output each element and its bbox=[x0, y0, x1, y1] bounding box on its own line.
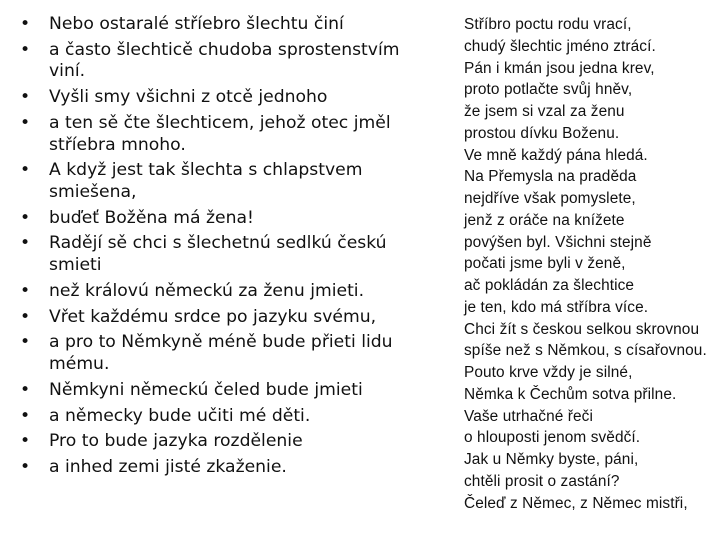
verse-text: Němkyni německú čeled bude jmieti bbox=[49, 379, 363, 400]
verse-text: a německy bude učiti mé děti. bbox=[49, 405, 311, 426]
translation-line: chtěli prosit o zastání? bbox=[464, 472, 620, 490]
verse-text: než královú německú za ženu jmieti. bbox=[49, 280, 365, 301]
verse-list-item bbox=[20, 431, 440, 453]
verse-list-item bbox=[20, 113, 440, 156]
translation-line: Ve mně každý pána hledá. bbox=[464, 146, 648, 164]
translation-line: Vaše utrhačné řeči bbox=[464, 407, 593, 425]
bullet-icon: • bbox=[20, 112, 31, 133]
verse-text: Pro to bude jazyka rozdělenie bbox=[49, 431, 303, 452]
translation-line: Němka k Čechům sotva přilne. bbox=[464, 385, 677, 403]
bullet-icon: • bbox=[20, 87, 31, 108]
old-czech-verse-list bbox=[20, 14, 440, 483]
verse-list-item bbox=[20, 208, 440, 230]
verse-text: a ten sě čte šlechticem, jehož otec jměl stříebra mnoho. bbox=[49, 112, 391, 155]
translation-line: prostou dívku Boženu. bbox=[464, 124, 620, 142]
bullet-icon: • bbox=[20, 207, 31, 228]
verse-list-item bbox=[20, 14, 440, 36]
translation-line: proto potlačte svůj hněv, bbox=[464, 81, 633, 99]
translation-line: chudý šlechtic jméno ztrácí. bbox=[464, 37, 656, 55]
verse-text: a často šlechticě chudoba sprostenstvím viní. bbox=[49, 39, 400, 82]
bullet-icon: • bbox=[20, 306, 31, 327]
modern-czech-translation bbox=[464, 14, 716, 514]
bullet-icon: • bbox=[20, 14, 31, 34]
verse-text: A když jest tak šlechta s chlapstvem smiešena, bbox=[49, 160, 363, 202]
verse-list-item bbox=[20, 332, 440, 375]
verse-text: Vřet každému srdce po jazyku svému, bbox=[49, 306, 377, 327]
verse-list-item bbox=[20, 307, 440, 329]
verse-text: a inhed zemi jisté zkaženie. bbox=[49, 457, 287, 478]
verse-text: Nebo ostaralé stříebro šlechtu činí bbox=[49, 14, 344, 34]
verse-list-item bbox=[20, 233, 440, 276]
translation-line: Chci žít s českou selkou skrovnou bbox=[464, 320, 700, 338]
verse-list-item bbox=[20, 40, 440, 83]
bullet-icon: • bbox=[20, 332, 31, 353]
verse-list-item bbox=[20, 406, 440, 428]
bullet-icon: • bbox=[20, 457, 31, 478]
translation-line: Stříbro poctu rodu vrací, bbox=[464, 16, 632, 33]
translation-line: že jsem si vzal za ženu bbox=[464, 103, 625, 120]
bullet-icon: • bbox=[20, 431, 31, 452]
translation-line: Pouto krve vždy je silné, bbox=[464, 364, 633, 381]
verse-list-item bbox=[20, 457, 440, 479]
verse-text: a pro to Němkyně méně bude přieti lidu mému. bbox=[49, 332, 393, 374]
translation-line: o hlouposti jenom svědčí. bbox=[464, 429, 641, 447]
translation-line: povýšen byl. Všichni stejně bbox=[464, 233, 652, 251]
translation-line: nejdříve však pomyslete, bbox=[464, 190, 636, 207]
verse-text: buďeť Božěna má žena! bbox=[49, 207, 254, 228]
bullet-icon: • bbox=[20, 233, 31, 254]
translation-line: spíše než s Němkou, s císařovnou. bbox=[464, 342, 707, 360]
verse-list-item bbox=[20, 160, 440, 203]
bullet-icon: • bbox=[20, 39, 31, 60]
verse-text: Vyšli smy všichni z otcě jednoho bbox=[49, 87, 328, 108]
translation-line: Pán i kmán jsou jedna krev, bbox=[464, 59, 655, 77]
bullet-icon: • bbox=[20, 160, 31, 181]
translation-line: jenž z oráče na knížete bbox=[464, 211, 625, 229]
bullet-icon: • bbox=[20, 280, 31, 301]
bullet-icon: • bbox=[20, 405, 31, 426]
translation-line: je ten, kdo má stříbra více. bbox=[464, 298, 649, 316]
verse-list-item bbox=[20, 380, 440, 402]
translation-line: ač pokládán za šlechtice bbox=[464, 277, 635, 294]
bullet-icon: • bbox=[20, 379, 31, 400]
verse-list-item bbox=[20, 87, 440, 109]
translation-line: Jak u Němky byste, páni, bbox=[464, 451, 639, 468]
translation-line: Na Přemysla na praděda bbox=[464, 168, 637, 186]
translation-line: Čeleď z Němec, z Němec mistři, bbox=[464, 494, 688, 512]
translation-line: počati jsme byli v ženě, bbox=[464, 255, 626, 273]
verse-list-item bbox=[20, 281, 440, 303]
verse-text: Radějí sě chci s šlechetnú sedlkú českú smieti bbox=[49, 233, 387, 276]
